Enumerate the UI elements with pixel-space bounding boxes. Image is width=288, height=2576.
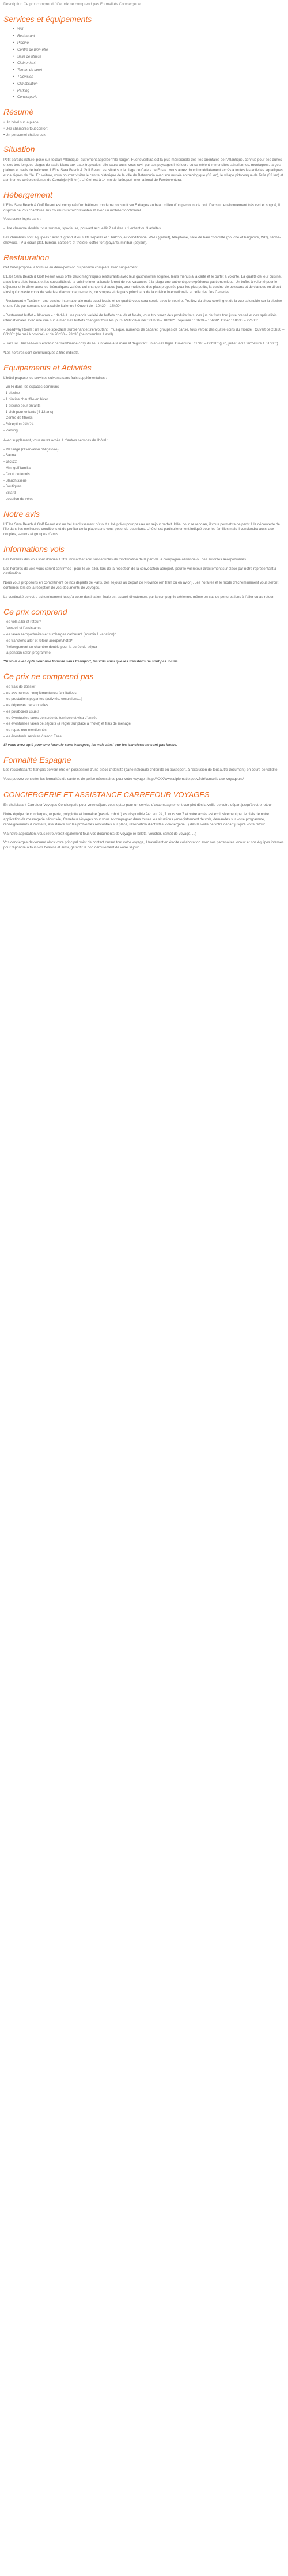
ne-comprend-item: - les dépenses personnelles: [3, 703, 48, 708]
formalite-title: Formalité Espagne: [3, 755, 71, 764]
equipement-free-item: - 1 piscine pour enfants: [3, 403, 41, 408]
service-item-label: Conciergerie: [17, 95, 38, 100]
equipement-free-item: - Parking: [3, 429, 18, 433]
bullet-icon: •: [13, 47, 14, 52]
avis-title: Notre avis: [3, 509, 40, 518]
hebergement-paragraph: L'Elba Sara Beach & Golf Resort est composé d'un bâtiment moderne construit sur 5 étages au beau milieu d'un parcours de golf. Dans un environnement très vert et soigné, il dispose de 266 chambres aux couleurs rafraîchissantes et avec un mobilier fonctionnel.: [3, 203, 280, 213]
situation-paragraph: Petit paradis naturel posé sur l'océan Atlantique, autrement appelée "l'île rouge", Fuerteventura est la plus méridionale des îles orientales de l'Atlantique, connue pour ses dunes et ses très longues plages de sable blanc aux eaux tropicales, elle saura aussi vous ravir par ses paysages intérieurs où se mêlent immensités sahariennes, montagnes, larges plaines et oasis de fraîcheur. L'Elba Sara Beach & Golf Resort est situé sur la plage de Caleta de Fuste : vous aurez donc immédiatement accès à toutes les activités aquatiques et nautiques de l'île. En voiture, vous pourrez visiter le centre historique de la ville de Betancuria avec son musée archéologique (33 km), le village pittoresque de Tefia (33 km) et admirer les célèbres dunes de Corralejo (43 km). L'hôtel est à 14 mn de l'aéroport international de Fuerteventura.: [3, 158, 283, 183]
comprend-list: [3, 620, 285, 656]
bullet-icon: •: [13, 68, 14, 73]
service-item-label: Parking: [17, 88, 29, 93]
services-title: Services et équipements: [3, 14, 92, 24]
conciergerie-paragraph: Via notre application, vous retrouverez également tous vos documents de voyage (e-billets, voucher, carnet de voyage, ...): [3, 831, 196, 836]
avis-paragraph: L'Elba Sara Beach & Golf Resort est un bel établissement où tout a été prévu pour passer un séjour parfait. Idéal pour se reposer, il vous permettra de partir à la découverte de l'île dans les meilleures conditions et de profiter de la plage sans vous poser de questions. L'hôtel est particulièrement indiqué pour les familles mais il conviendra aussi aux couples, seniors et groupes d'amis.: [3, 522, 280, 537]
equipement-free-item: - 1 piscine chauffée en hiver: [3, 397, 48, 402]
service-item-label: Wifi: [17, 27, 24, 32]
vols-text: [3, 558, 285, 600]
resume-item: • Des chambres tout confort: [3, 126, 48, 131]
situation-text: [3, 158, 285, 183]
service-item: [13, 40, 285, 46]
resume-title: Résumé: [3, 107, 34, 117]
services-list: [3, 27, 285, 100]
ne-comprend-title: Ce prix ne comprend pas: [3, 671, 94, 681]
restauration-text: [3, 266, 285, 355]
bullet-icon: •: [13, 34, 14, 39]
bullet-icon: •: [13, 88, 14, 93]
equipement-free-item: - Centre de fitness: [3, 416, 33, 421]
comprend-item: - la pension selon programme: [3, 651, 51, 656]
service-item-label: Club enfant: [17, 61, 36, 66]
resume-item: • Un personnel chaleureux: [3, 132, 46, 137]
equipement-paid-item: - Boutiques: [3, 484, 22, 489]
service-item: [13, 27, 285, 32]
bullet-icon: •: [13, 40, 14, 45]
vols-paragraph: Nous vous proposons en complément de nos départs de Paris, des séjours au départ de Province (en train ou en avion). Les horaires et le mode d'acheminement vous seront confirmés lors de la réception de vos documents de voyages.: [3, 581, 279, 590]
service-item: [13, 68, 285, 73]
restauration-paragraph: - Restaurant « Tucán » : une cuisine internationale mais aussi locale et de qualité vous sera servie avec le sourire. Profitez du show cooking et de la vue splendide sur la piscine et une fois par semaine de la soirée italienne ! Ouvert de : 10h30 – 18h00*: [3, 299, 282, 309]
restauration-title: Restauration: [3, 252, 50, 262]
hebergement-paragraph: - Une chambre double : vue sur mer, spacieuse, pouvant accueillir 2 adultes + 1 enfant ou 3 adultes.: [3, 226, 162, 231]
bullet-icon: •: [13, 54, 14, 59]
conciergerie-text: [3, 803, 285, 851]
conciergerie-title: CONCIERGERIE ET ASSISTANCE CARREFOUR VOYAGES: [3, 790, 210, 800]
vols-paragraph: Les horaires des vols sont donnés à titre indicatif et sont susceptibles de modification de la part de la compagnie aérienne ou des autorités aéroportuaires.: [3, 557, 247, 562]
service-item-label: Terrain de sport: [17, 68, 43, 73]
restauration-paragraph: - Bar Hall : laissez-vous envahir par l'ambiance cosy du lieu un verre à la main et dégustant un en-cas léger. Ouverture : 11h00 – 00h30* (juin, juillet, août fermeture à 01h00*): [3, 342, 278, 346]
service-item-label: Climatisation: [17, 81, 38, 86]
equipement-free-item: - Wi-Fi dans les espaces communs: [3, 385, 59, 389]
equipement-paid-item: - Location de vélos: [3, 497, 33, 501]
comprend-item: - les taxes aéroportuaires et surcharges carburant (soumis à variation)*: [3, 632, 116, 637]
service-item: [13, 95, 285, 100]
situation-title: Situation: [3, 145, 35, 154]
service-item-label: Centre de bien-être: [17, 47, 48, 52]
hebergement-paragraph: Vous serez logés dans :: [3, 217, 41, 222]
formalite-paragraph: Vous pouvez consulter les formalités de santé et de police nécessaires pour votre voyage : http://XXX/www.diplomatie.gouv.fr/fr/conseils-aux-voyageurs/: [3, 777, 244, 782]
comprend-item: - les vols aller et retour*: [3, 620, 41, 624]
equipements-free-list: [3, 385, 285, 433]
ne-comprend-list: [3, 685, 285, 740]
page-tabs-text: Description Ce prix comprend / Ce prix ne comprend pas Formalités Conciergerie: [3, 2, 141, 6]
equipement-paid-item: - Blanchisserie: [3, 478, 27, 483]
restauration-paragraph: Cet hôtel propose la formule en demi-pension ou pension complète avec supplément.: [3, 266, 139, 270]
page: [0, 0, 288, 851]
hebergement-text: [3, 203, 285, 246]
resume-item: • Un hôtel sur la plage: [3, 120, 39, 124]
restauration-paragraph: - Broadway Room : un lieu de spectacle surprenant et s'envoûtant : musique, numéros de cabaret, groupes de danse, tous veront des quatre coins du monde ! Ouvert de 20h30 – 00h00* (de mai à octobre) et de 20h30 – 23h30 (de novembre à avril): [3, 327, 285, 337]
equipements-paid-intro: Avec supplément, vous aurez accès à d'autres services de l'hôtel :: [3, 438, 108, 442]
comprend-item: - les transferts aller et retour aéroport/hôtel*: [3, 638, 73, 643]
ne-comprend-item: - les éventuelles taxes de séjours (à régler sur place à l'hôtel) et frais de ménage: [3, 722, 131, 726]
bullet-icon: •: [13, 61, 14, 66]
comprend-note: *Si vous avez opté pour une formule sans transport, les vols ainsi que les transferts ne sont pas inclus.: [3, 660, 179, 664]
equipements-paid-list: [3, 448, 285, 502]
hebergement-paragraph: Les chambres sont équipées : avec 1 grand lit ou 2 lits séparés et 1 balcon, air conditionné, Wi-Fi (gratuit), téléphone, salle de bain complète (douche et baignoire, WC), sèche-cheveux, TV à écran plat, bureau, cafetière et théière, coffre-fort (payant), minibar (payant).: [3, 236, 281, 245]
comprend-item: - l'hébergement en chambre double pour la durée du séjour: [3, 645, 97, 649]
comprend-item: - l'accueil et l'assistance: [3, 626, 41, 631]
vols-paragraph: La continuité de votre acheminement jusqu'à votre destination finale est assuré directement par la compagnie aérienne, même en cas de perturbations à l'aller ou au retour.: [3, 594, 275, 599]
service-item: [13, 61, 285, 66]
equipement-free-item: - 1 piscine: [3, 391, 20, 396]
bullet-icon: •: [13, 74, 14, 79]
equipement-free-item: - 1 club pour enfants (4-12 ans): [3, 410, 54, 414]
equipement-paid-item: - Massage (réservation obligatoire): [3, 447, 59, 452]
service-item-label: Restaurant: [17, 34, 35, 39]
conciergerie-paragraph: En choisissant Carrefour Voyages Conciergerie pour votre séjour, vous optez pour un service d'accompagnement complet dès la veille de votre départ jusqu'à votre retour.: [3, 803, 273, 808]
service-item-label: Télévision: [17, 74, 33, 79]
resume-list: [3, 120, 285, 138]
service-item: [13, 81, 285, 87]
bullet-icon: •: [13, 95, 14, 100]
formalite-paragraph: Les ressortissants français doivent être en possession d'une pièce d'identité (carte nationale d'identité ou passeport, à l'exclusion de tout autre document) en cours de validité.: [3, 768, 279, 772]
conciergerie-paragraph: Vos concierges deviennent alors votre principal point de contact durant tout votre voyage, il travaillant en étroite collaboration avec nos partenaires locaux et nos équipes internes pour répondre à tous vos besoins et ainsi, garantir le bon déroulement de votre séjour.: [3, 840, 284, 850]
avis-text: [3, 522, 285, 537]
equipement-free-item: - Réception 24h/24: [3, 422, 34, 427]
comprend-title: Ce prix comprend: [3, 607, 67, 616]
service-item-label: Salle de fitness: [17, 54, 41, 59]
ne-comprend-item: - les repas non mentionnés: [3, 728, 47, 733]
service-item: [13, 88, 285, 94]
equipement-paid-item: - Jacuzzi: [3, 460, 18, 464]
ne-comprend-item: - les frais de dossier: [3, 684, 36, 689]
equipement-paid-item: - Court de tennis: [3, 472, 30, 476]
service-item: [13, 34, 285, 39]
vols-title: Informations vols: [3, 544, 65, 554]
ne-comprend-item: - les éventuels services / resort Fees: [3, 734, 62, 739]
equipements-intro: L'hôtel propose les services suivants sans frais supplémentaires :: [3, 376, 107, 380]
ne-comprend-note: Si vous avez opté pour une formule sans transport, les vols ainsi que les transferts ne sont pas inclus.: [3, 743, 177, 747]
ne-comprend-item: - les assurances complémentaires facultatives: [3, 691, 77, 695]
hebergement-title: Hébergement: [3, 190, 52, 200]
service-item-label: Piscine: [17, 40, 29, 45]
ne-comprend-item: - les pourboires usuels: [3, 709, 40, 714]
bullet-icon: •: [13, 27, 14, 32]
ne-comprend-item: - les prestations payantes (activités, excursions...): [3, 697, 82, 702]
restauration-paragraph: *Les horaires sont communiqués à titre indicatif.: [3, 351, 79, 355]
equipement-paid-item: - Mini-golf familial: [3, 465, 32, 470]
equipement-paid-item: - Sauna: [3, 453, 16, 458]
restauration-paragraph: L'Elba Sara Beach & Golf Resort vous offre deux magnifiques restaurants avec leur gastronomie soignée, leurs menus à la carte et le buffet à volonté. La qualité de leur cuisine, avec leurs plats locaux et les spécialités de la cuisine internationale feront de vos vacances à la plage une authentique expérience gastronomique. Un buffet à volonté pour le déjeuner et le dîner avec les thématiques variées qui changent chaque jour, une multitude des plats proposés pour les plus petits, la cuisine de poissons et de viandes en direct ainsi qu'un vaste choix de salades, d'accompagnements, de soupes et de plats principaux de la cuisine internationale et celle des îles Canaries.: [3, 275, 282, 294]
equipement-paid-item: - Billard: [3, 491, 16, 495]
formalite-text: [3, 768, 285, 782]
bullet-icon: •: [13, 81, 14, 86]
ne-comprend-item: - les éventuelles taxes de sortie du territoire et visa d'entrée: [3, 715, 98, 720]
conciergerie-paragraph: Notre équipe de concierges, experte, polyglotte et humaine (pas de robot !) est disponible 24h sur 24, 7 jours sur 7 et votre accès est exclusivement par le biais de notre application de messagerie sécurisée, Carrefour Voyages pour vous accompagner dans toutes les situations (enregistrement de vols, demandes sur votre programme, renseignements & conseils, assistance sur les problèmes rencontrés sur place, réservation d'activités, conciergerie...) dès la veille de votre départ jusqu'à votre retour.: [3, 812, 269, 827]
service-item: [13, 74, 285, 80]
vols-paragraph: Les horaires de vols vous seront confirmés : pour le vol aller, lors de la réception de la convocation aéroport, pour le vol retour directement sur place par notre représentant à destination.: [3, 566, 276, 576]
restauration-paragraph: - Restaurant buffet « Albatros » : dédié à une grande variété de buffets chauds et froids, vous trouverez des produits frais, des jus de fruits tout juste pressé et des spécialités internationales avec une vue sur la mer. Les buffets changent tous les jours. Petit déjeuner : 08h00 – 10h30*. Déjeuner : 13h00 – 15h00*. Dîner : 18h30 – 22h00*.: [3, 313, 277, 323]
service-item: [13, 47, 285, 53]
equipements-title: Equipements et Activités: [3, 362, 92, 372]
service-item: [13, 54, 285, 60]
